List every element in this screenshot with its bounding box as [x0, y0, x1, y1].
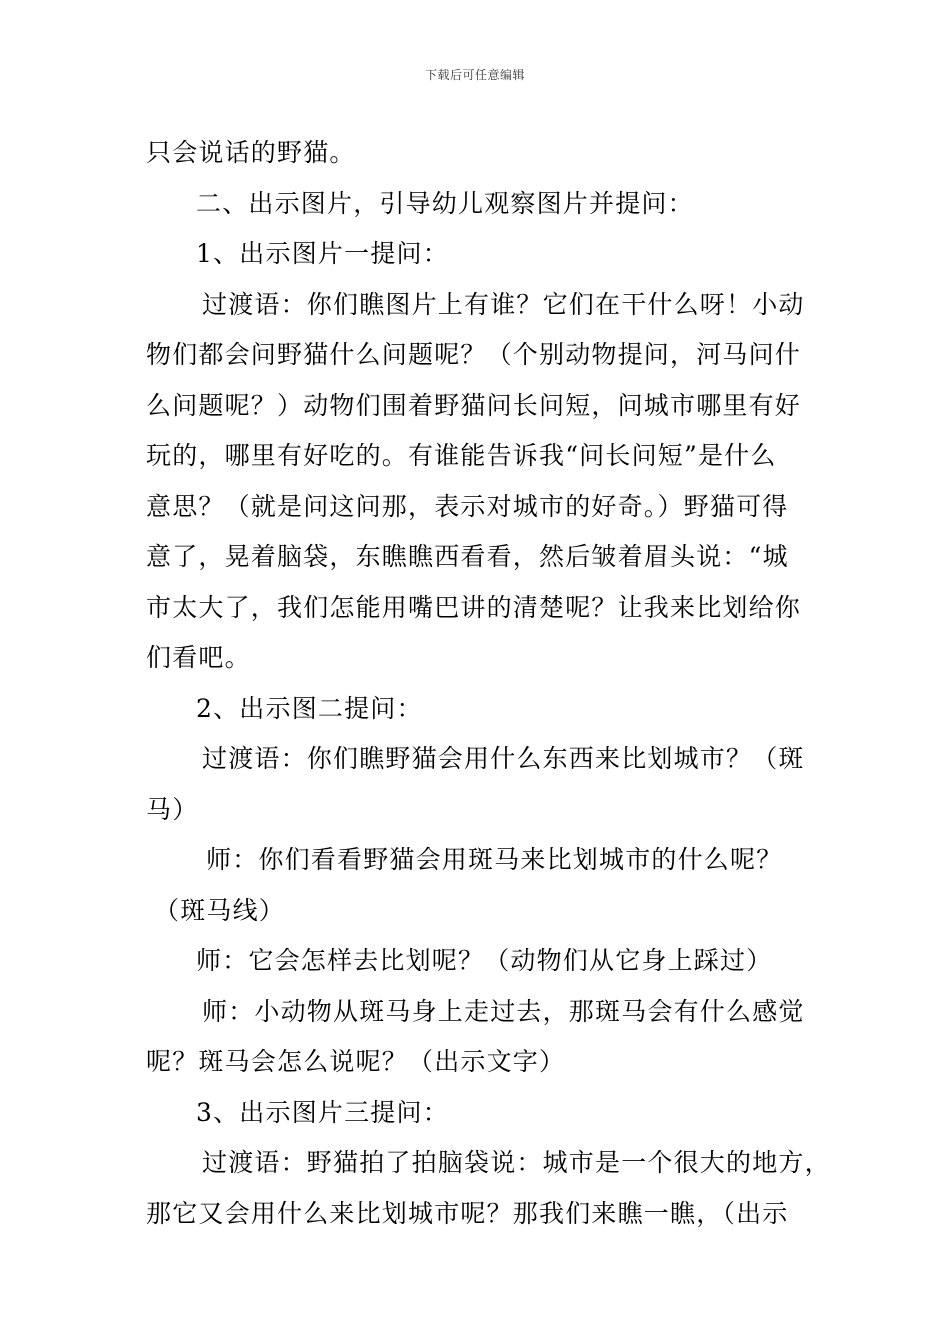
step-heading: 2、出示图二提问： — [196, 693, 423, 723]
page-header: 下载后可任意编辑 — [424, 68, 525, 82]
paragraph-line: 意了，晃着脑袋，东瞧瞧西看看，然后皱着眉头说：“城 — [146, 542, 789, 571]
section-heading: 二、出示图片，引导幼儿观察图片并提问： — [196, 188, 694, 218]
paragraph-line: 么问题呢？）动物们围着野猫问长问短，问城市哪里有好 — [146, 390, 802, 420]
paragraph-line: 呢？斑马会怎么说呢？（出示文字） — [146, 1047, 566, 1076]
step-heading: 3、出示图片三提问： — [196, 1097, 449, 1127]
paragraph-line: 马） — [146, 794, 199, 824]
paragraph-line: 师：它会怎样去比划呢？（动物们从它身上踩过） — [196, 946, 773, 975]
paragraph-line: 物们都会问野猫什么问题呢？（个别动物提问，河马问什 — [146, 340, 802, 369]
paragraph-line: 意思？（就是问这问那，表示对城市的好奇。）野猫可得 — [146, 491, 789, 521]
paragraph-line: 过渡语：你们瞧图片上有谁？它们在干什么呀！小动 — [202, 289, 805, 319]
step-heading: 1、出示图片一提问： — [196, 239, 449, 268]
paragraph-line: 那它又会用什么来比划城市呢？那我们来瞧一瞧，（出示 — [146, 1198, 789, 1228]
paragraph-line: 们看吧。 — [146, 643, 251, 672]
paragraph-line: （斑马线） — [154, 895, 286, 925]
paragraph-line: 只会说话的野猫。 — [146, 138, 356, 167]
paragraph-line: 过渡语：你们瞧野猫会用什么东西来比划城市？（斑 — [202, 744, 805, 773]
paragraph-line: 玩的，哪里有好吃的。有谁能告诉我“问长问短”是什么 — [146, 441, 777, 470]
paragraph-line: 师：小动物从斑马身上走过去，那斑马会有什么感觉 — [202, 996, 805, 1026]
paragraph-line: 市太大了，我们怎能用嘴巴讲的清楚呢？让我来比划给你 — [146, 592, 802, 622]
paragraph-line: 师：你们看看野猫会用斑马来比划城市的什么呢？ — [206, 845, 783, 874]
paragraph-line: 过渡语：野猫拍了拍脑袋说：城市是一个很大的地方， — [202, 1148, 831, 1177]
document-body — [146, 128, 831, 1239]
